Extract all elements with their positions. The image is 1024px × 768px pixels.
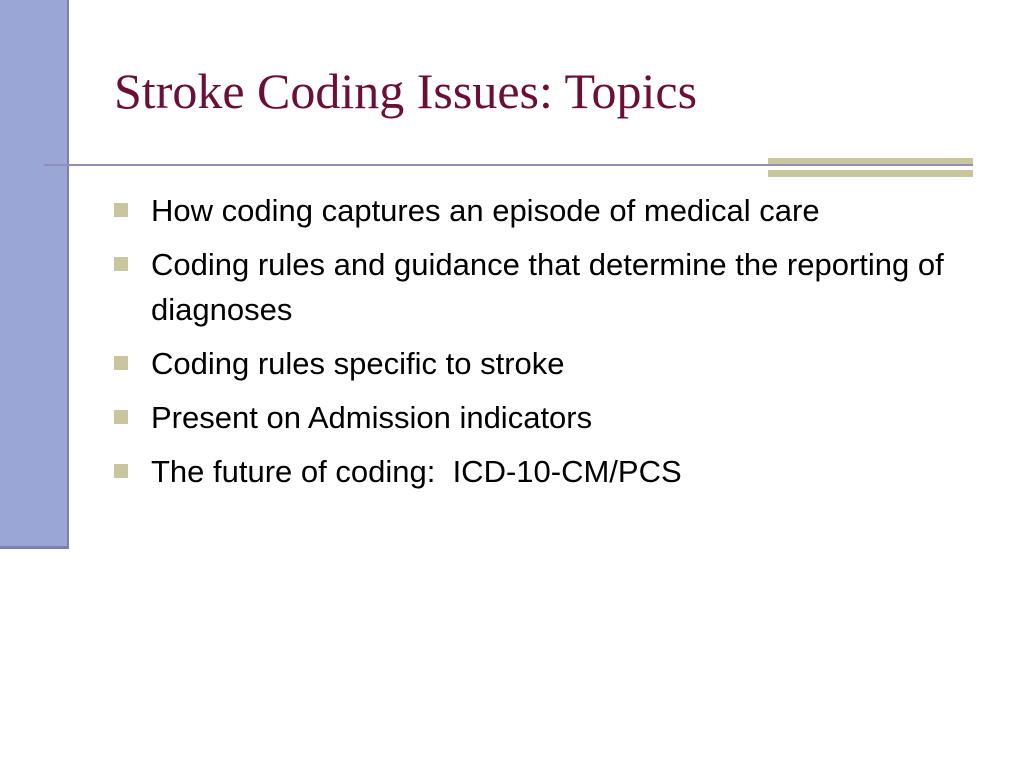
square-bullet-icon <box>114 203 128 217</box>
bullet-item <box>114 395 984 440</box>
square-bullet-icon <box>114 356 128 370</box>
accent-stripe-top <box>768 158 973 164</box>
bullet-item <box>114 242 984 332</box>
left-bar-bottom-edge <box>0 546 69 549</box>
left-decorative-bar <box>0 0 67 546</box>
bullet-text: The future of coding: ICD-10-CM/PCS <box>151 454 682 489</box>
bullet-text: Coding rules specific to stroke <box>151 346 565 381</box>
bullet-text: Present on Admission indicators <box>151 400 593 435</box>
left-bar-shadow <box>67 0 69 549</box>
bullet-text: How coding captures an episode of medical care <box>151 193 820 228</box>
bullet-item <box>114 188 984 233</box>
bullet-text: Coding rules and guidance that determine the reporting of diagnoses <box>151 247 953 327</box>
square-bullet-icon <box>114 410 128 424</box>
slide-title: Stroke Coding Issues: Topics <box>114 63 698 119</box>
title-divider-line <box>44 164 973 166</box>
bullet-list <box>114 188 984 503</box>
square-bullet-icon <box>114 257 128 271</box>
bullet-item <box>114 341 984 386</box>
square-bullet-icon <box>114 464 128 478</box>
bullet-item <box>114 449 984 494</box>
accent-stripe-bottom <box>768 170 973 177</box>
